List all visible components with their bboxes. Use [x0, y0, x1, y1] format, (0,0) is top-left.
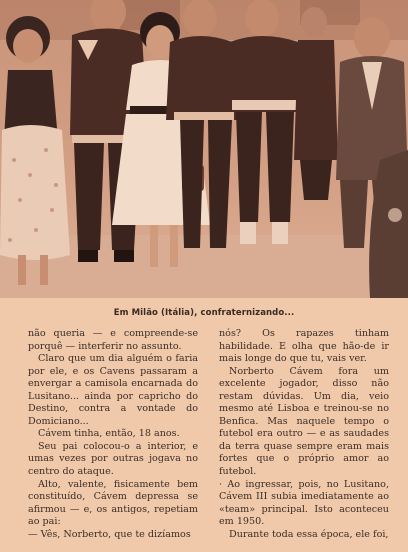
paragraph: não queria — e compreende-se porquê — interferir no assunto.	[28, 328, 198, 352]
paragraph: Seu pai colocou-o a interior, e umas vezes por outras jogava no centro do ataque.	[28, 440, 198, 478]
paragraph: · Ao ingressar, pois, no Lusitano, Cávem III subia imediatamente ao «team» principal. Isto aconteceu em 1950.	[219, 478, 389, 528]
text-column-left	[28, 328, 198, 541]
photo-caption: Em Milão (Itália), confraternizando...	[113, 308, 295, 318]
paragraph: Claro que um dia alguém o faria por ele, e os Cavens passaram a envergar a camisola encarnada do Lusitano... ainda por capricho do Destino, contra a vontade do Domiciano...	[28, 353, 198, 427]
text-column-right	[219, 328, 389, 541]
paragraph: — Vês, Norberto, que te dizíamos	[28, 528, 191, 540]
paragraph: Cávem tinha, então, 18 anos.	[38, 428, 180, 440]
paragraph: Norberto Cávem fora um excelente jogador, disso não restam dúvidas. Um dia, veio mesmo até Lisboa e treinou-se no Benfica. Mas naquele tempo o futebol era outro — e as saudades da terra quase sempre eram mais fortes que o próprio amor ao futebol.	[219, 365, 389, 478]
paragraph: nós? Os rapazes tinham habilidade. E olha que hão-de ir mais longe do que tu, vais ver.	[219, 328, 389, 365]
paragraph: Durante toda essa época, ele foi,	[229, 528, 389, 540]
paragraph: Alto, valente, fisicamente bem constituído, Cávem depressa se afirmou — e, os antigos, repetiam ao pai:	[28, 478, 198, 528]
